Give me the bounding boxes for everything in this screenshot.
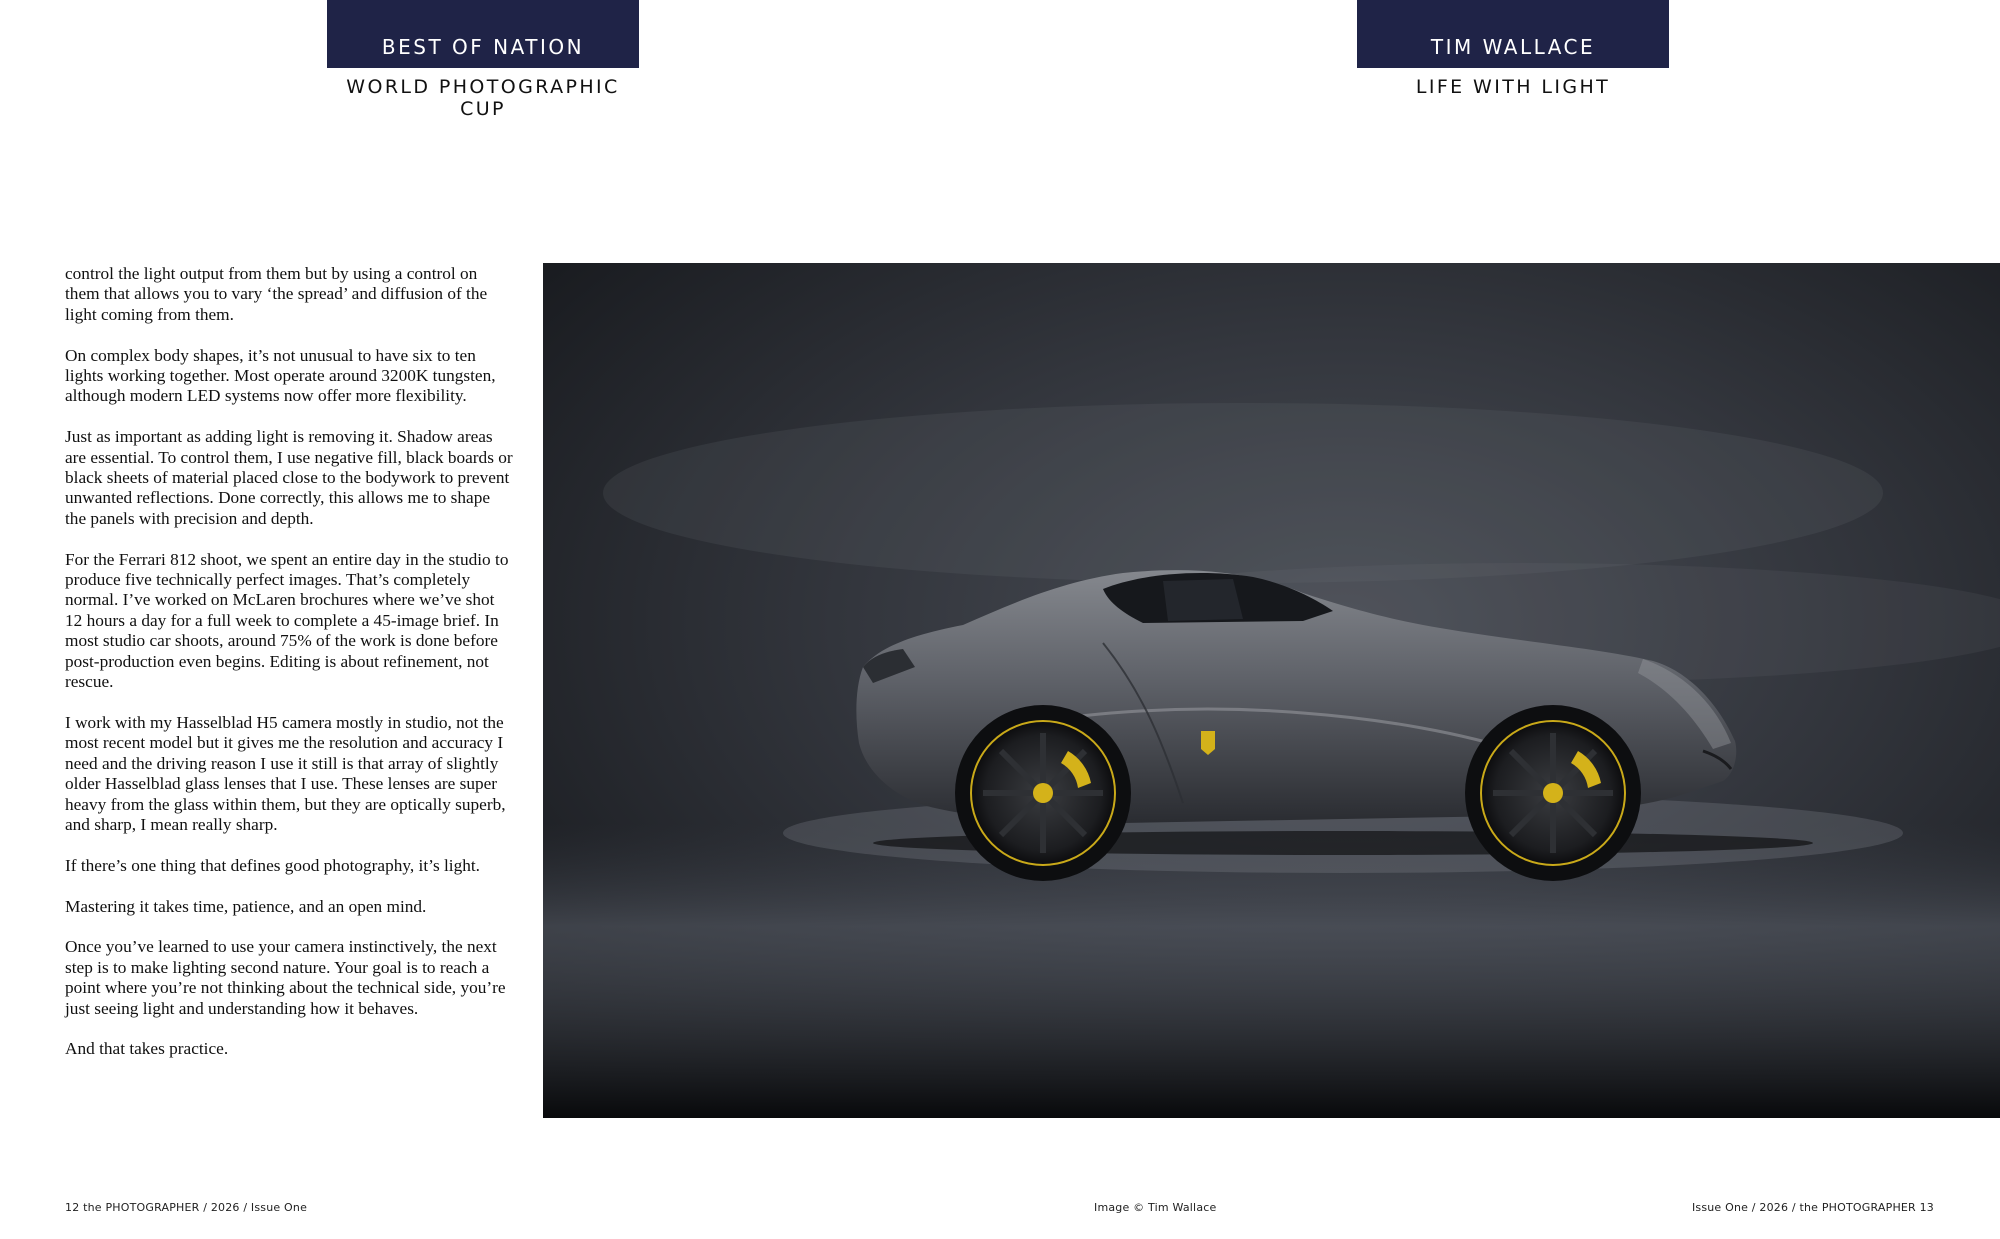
paragraph: And that takes practice.: [65, 1039, 229, 1059]
paragraph: Just as important as adding light is removing it. Shadow areas are essential. To control them, I use negative fill, black boards or black sheets of material placed close to the bodywork to prevent unwanted reflections. Done correctly, this allows me to shape the panels with precision and depth.: [65, 427, 513, 528]
paragraph: control the light output from them but by using a control on them that allows you to vary ‘the spread’ and diffusion of the light coming from them.: [65, 264, 488, 324]
footer-right-folio: Issue One / 2026 / the PHOTOGRAPHER 13: [1691, 1201, 1934, 1214]
paragraph: On complex body shapes, it’s not unusual to have six to ten lights working together. Most operate around 3200K tungsten, although modern LED systems now offer more flexibility.: [65, 345, 496, 406]
car-photo: [543, 263, 2000, 1118]
image-credit: Image © Tim Wallace: [1094, 1201, 1217, 1214]
section-subtitle: WORLD PHOTOGRAPHIC CUP: [346, 76, 620, 120]
paragraph: Once you’ve learned to use your camera instinctively, the next step is to make lighting second nature. Your goal is to reach a point where you’re not thinking about the technical side, you’re just seeing light and understanding how it behaves.: [65, 937, 506, 1018]
paragraph: Mastering it takes time, patience, and an open mind.: [65, 896, 427, 916]
article-column: [65, 264, 515, 1080]
paragraph: If there’s one thing that defines good photography, it’s light.: [65, 855, 480, 875]
article-title: LIFE WITH LIGHT: [1415, 76, 1611, 98]
author-tag-label: TIM WALLACE: [1430, 35, 1596, 59]
paragraph: For the Ferrari 812 shoot, we spent an entire day in the studio to produce five technically perfect images. That’s completely normal. I’ve worked on McLaren brochures where we’ve shot 12 hours a day for a full week to complete a 45-image brief. In most studio car shoots, around 75% of the work is done before post-production even begins. Editing is about refinement, not rescue.: [65, 549, 509, 692]
ferrari-illustration: [543, 263, 2000, 1118]
footer-left-folio: 12 the PHOTOGRAPHER / 2026 / Issue One: [65, 1201, 308, 1214]
section-tag-label: BEST OF NATION: [381, 35, 585, 59]
section-tag: [327, 0, 639, 68]
author-tag: [1357, 0, 1669, 68]
paragraph: I work with my Hasselblad H5 camera mostly in studio, not the most recent model but it gives me the resolution and accuracy I need and the driving reason I use it still is that array of slightly older Hasselblad glass lenses that I use. These lenses are super heavy from the glass within them, but they are optically superb, and sharp, I mean really sharp.: [65, 712, 506, 834]
